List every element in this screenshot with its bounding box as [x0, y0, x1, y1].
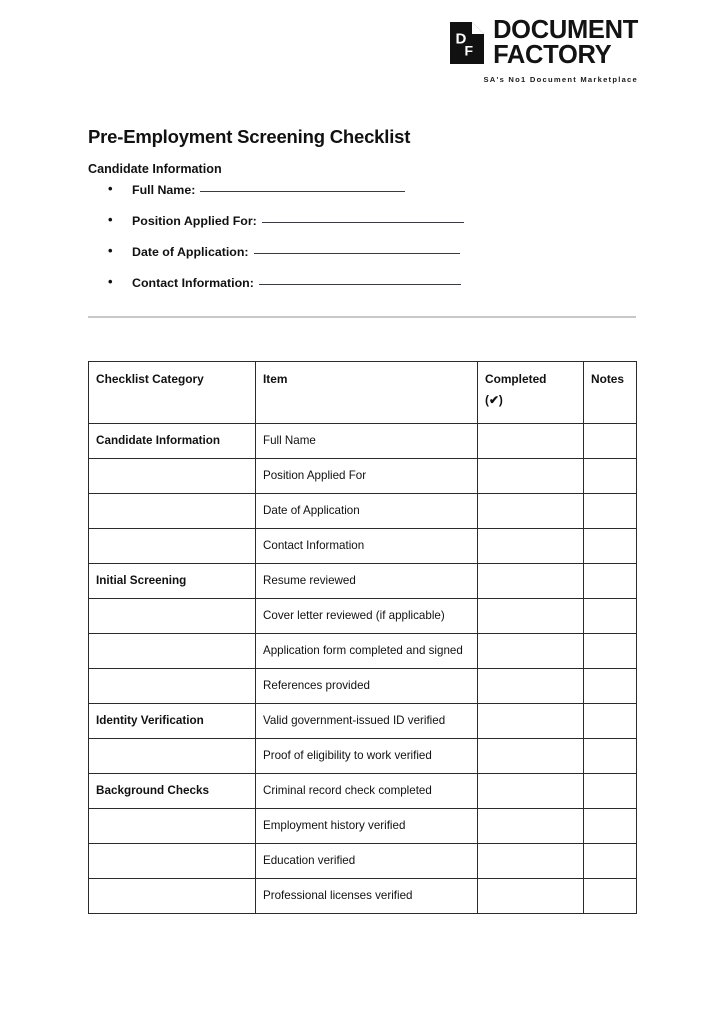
cell-notes[interactable]	[584, 424, 637, 459]
cell-item: Criminal record check completed	[256, 774, 478, 809]
cell-item: Full Name	[256, 424, 478, 459]
cell-notes[interactable]	[584, 564, 637, 599]
cell-checklist-category	[89, 599, 256, 634]
candidate-information-list	[88, 182, 608, 306]
cell-item: Resume reviewed	[256, 564, 478, 599]
cell-item: References provided	[256, 669, 478, 704]
cell-checklist-category	[89, 669, 256, 704]
cell-completed-checkbox[interactable]	[478, 459, 584, 494]
candidate-field-2	[88, 244, 608, 275]
column-header-checklist-category: Checklist Category	[89, 362, 256, 424]
cell-notes[interactable]	[584, 634, 637, 669]
brand-name-line2: FACTORY	[493, 41, 612, 70]
candidate-field-label: Position Applied For:	[132, 214, 257, 228]
cell-notes[interactable]	[584, 529, 637, 564]
column-header-notes: Notes	[584, 362, 637, 424]
brand-logo-row	[450, 16, 638, 70]
cell-completed-checkbox[interactable]	[478, 634, 584, 669]
candidate-field-input-line[interactable]	[262, 222, 464, 223]
cell-completed-checkbox[interactable]	[478, 844, 584, 879]
svg-text:F: F	[464, 42, 474, 59]
cell-checklist-category	[89, 634, 256, 669]
cell-completed-checkbox[interactable]	[478, 599, 584, 634]
cell-notes[interactable]	[584, 774, 637, 809]
section-heading-candidate-information: Candidate Information	[88, 162, 222, 177]
table-row	[89, 704, 637, 739]
cell-notes[interactable]	[584, 704, 637, 739]
brand-logo	[450, 18, 638, 84]
column-header-item: Item	[256, 362, 478, 424]
cell-item: Application form completed and signed	[256, 634, 478, 669]
checklist-table	[88, 361, 637, 914]
candidate-field-3	[88, 275, 608, 306]
svg-text:D: D	[455, 30, 467, 48]
cell-item: Employment history verified	[256, 809, 478, 844]
table-row	[89, 774, 637, 809]
candidate-field-label: Date of Application:	[132, 245, 249, 259]
cell-item: Contact Information	[256, 529, 478, 564]
cell-item: Valid government-issued ID verified	[256, 704, 478, 739]
cell-item: Proof of eligibility to work verified	[256, 739, 478, 774]
cell-item: Cover letter reviewed (if applicable)	[256, 599, 478, 634]
cell-checklist-category: Identity Verification	[89, 704, 256, 739]
cell-completed-checkbox[interactable]	[478, 669, 584, 704]
cell-item: Position Applied For	[256, 459, 478, 494]
cell-checklist-category	[89, 459, 256, 494]
cell-completed-checkbox[interactable]	[478, 494, 584, 529]
checkmark-icon: (✔)	[485, 393, 503, 407]
cell-completed-checkbox[interactable]	[478, 774, 584, 809]
candidate-field-input-line[interactable]	[254, 253, 460, 254]
cell-notes[interactable]	[584, 809, 637, 844]
table-row	[89, 879, 637, 914]
cell-checklist-category	[89, 809, 256, 844]
cell-notes[interactable]	[584, 739, 637, 774]
table-row	[89, 634, 637, 669]
cell-notes[interactable]	[584, 494, 637, 529]
candidate-field-1	[88, 213, 608, 244]
brand-wordmark	[493, 16, 638, 70]
candidate-field-input-line[interactable]	[259, 284, 461, 285]
column-header-completed	[478, 362, 584, 424]
page-title: Pre-Employment Screening Checklist	[88, 126, 411, 148]
brand-tagline: SA's No1 Document Marketplace	[483, 75, 638, 85]
table-row	[89, 669, 637, 704]
cell-checklist-category: Initial Screening	[89, 564, 256, 599]
table-row	[89, 459, 637, 494]
table-row	[89, 599, 637, 634]
table-row	[89, 844, 637, 879]
cell-checklist-category	[89, 844, 256, 879]
document-page-icon	[450, 22, 484, 64]
cell-notes[interactable]	[584, 879, 637, 914]
cell-checklist-category	[89, 739, 256, 774]
cell-checklist-category: Background Checks	[89, 774, 256, 809]
cell-checklist-category	[89, 529, 256, 564]
cell-item: Professional licenses verified	[256, 879, 478, 914]
cell-completed-checkbox[interactable]	[478, 529, 584, 564]
table-row	[89, 494, 637, 529]
cell-completed-checkbox[interactable]	[478, 564, 584, 599]
brand-name-line1: DOCUMENT	[493, 16, 638, 44]
candidate-field-0	[88, 182, 608, 213]
table-row	[89, 739, 637, 774]
cell-checklist-category	[89, 494, 256, 529]
cell-checklist-category	[89, 879, 256, 914]
cell-notes[interactable]	[584, 459, 637, 494]
cell-notes[interactable]	[584, 599, 637, 634]
section-divider	[88, 316, 636, 318]
candidate-field-input-line[interactable]	[200, 191, 405, 192]
table-header-row	[89, 362, 637, 424]
candidate-field-label: Full Name:	[132, 183, 196, 197]
table-row	[89, 424, 637, 459]
cell-item: Education verified	[256, 844, 478, 879]
column-header-completed-label: Completed	[485, 372, 547, 386]
cell-completed-checkbox[interactable]	[478, 879, 584, 914]
table-row	[89, 529, 637, 564]
cell-notes[interactable]	[584, 844, 637, 879]
table-row	[89, 809, 637, 844]
cell-completed-checkbox[interactable]	[478, 809, 584, 844]
cell-notes[interactable]	[584, 669, 637, 704]
cell-checklist-category: Candidate Information	[89, 424, 256, 459]
cell-completed-checkbox[interactable]	[478, 739, 584, 774]
table-row	[89, 564, 637, 599]
cell-item: Date of Application	[256, 494, 478, 529]
cell-completed-checkbox[interactable]	[478, 704, 584, 739]
cell-completed-checkbox[interactable]	[478, 424, 584, 459]
candidate-field-label: Contact Information:	[132, 276, 254, 290]
